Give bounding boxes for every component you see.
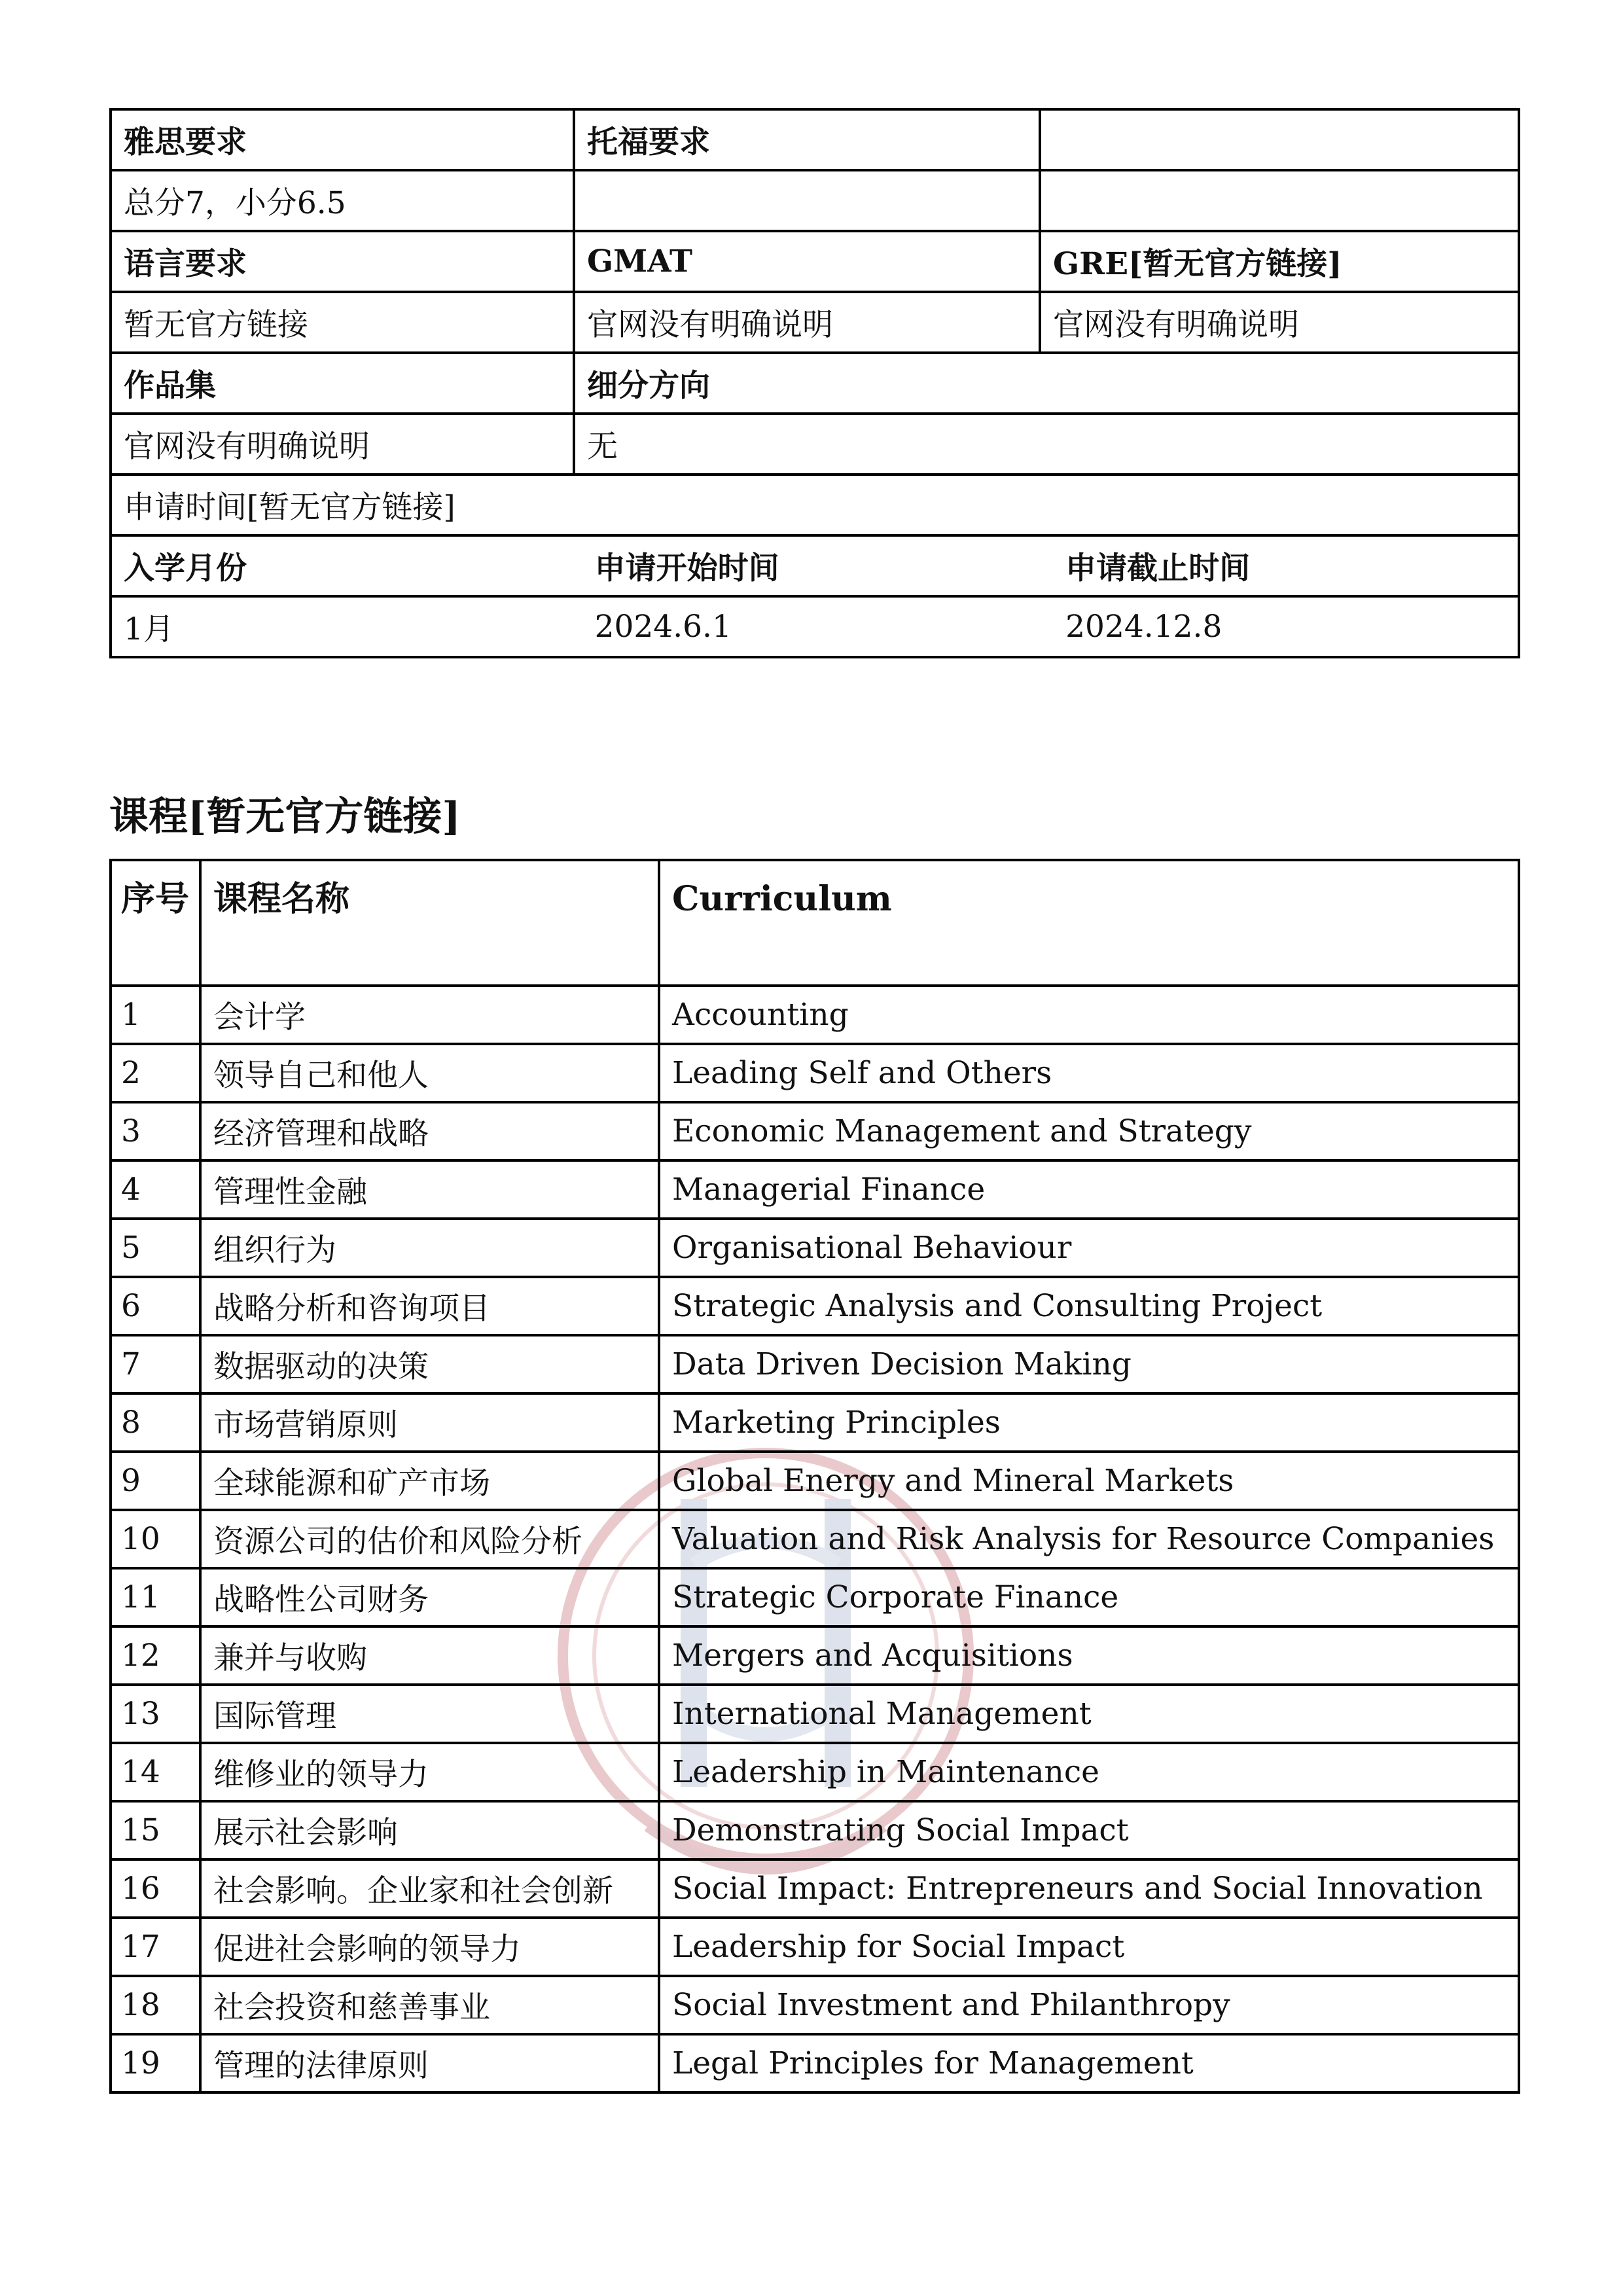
language-label: 语言要求 [111, 231, 574, 292]
course-name-cn: 展示社会影响 [200, 1801, 659, 1859]
index-header: 序号 [111, 860, 200, 986]
course-name-cn: 数据驱动的决策 [200, 1335, 659, 1393]
table-row [111, 986, 1519, 1044]
course-index: 18 [111, 1976, 200, 2034]
course-index: 11 [111, 1568, 200, 1626]
portfolio-label: 作品集 [111, 353, 574, 414]
course-name-en: Organisational Behaviour [659, 1219, 1519, 1277]
course-index: 10 [111, 1510, 200, 1568]
intake-header: 入学月份 [112, 537, 583, 596]
table-row [111, 1626, 1519, 1685]
start-header: 申请开始时间 [583, 537, 1054, 596]
course-name-cn: 维修业的领导力 [200, 1743, 659, 1801]
course-name-en: Social Impact: Entrepreneurs and Social Innovation [659, 1859, 1519, 1918]
deadline-header: 申请截止时间 [1054, 537, 1518, 596]
course-name-en: Marketing Principles [659, 1393, 1519, 1452]
table-row [111, 1044, 1519, 1102]
table-row [111, 1568, 1519, 1626]
language-value: 暂无官方链接 [111, 292, 574, 353]
table-row [111, 1685, 1519, 1743]
course-index: 5 [111, 1219, 200, 1277]
application-time-label: 申请时间[暂无官方链接] [111, 475, 1519, 535]
course-name-en: International Management [659, 1685, 1519, 1743]
name-en-header: Curriculum [659, 860, 1519, 986]
course-index: 9 [111, 1452, 200, 1510]
course-name-cn: 管理的法律原则 [200, 2034, 659, 2092]
course-name-en: Accounting [659, 986, 1519, 1044]
course-index: 17 [111, 1918, 200, 1976]
start-value: 2024.6.1 [594, 609, 732, 645]
course-name-en: Leadership in Maintenance [659, 1743, 1519, 1801]
course-index: 7 [111, 1335, 200, 1393]
course-name-cn: 社会投资和慈善事业 [200, 1976, 659, 2034]
ielts-value: 总分7，小分6.5 [111, 170, 574, 231]
course-index: 2 [111, 1044, 200, 1102]
course-name-cn: 组织行为 [200, 1219, 659, 1277]
toefl-value [574, 170, 1040, 231]
direction-value: 无 [574, 414, 1519, 475]
course-index: 13 [111, 1685, 200, 1743]
table-row [111, 1102, 1519, 1160]
course-name-en: Social Investment and Philanthropy [659, 1976, 1519, 2034]
table-row [111, 1219, 1519, 1277]
table-row [111, 1801, 1519, 1859]
course-name-cn: 全球能源和矿产市场 [200, 1452, 659, 1510]
intake-value: 1月 [124, 611, 174, 647]
curriculum-title: 课程[暂无官方链接] [109, 794, 461, 840]
course-index: 1 [111, 986, 200, 1044]
course-index: 6 [111, 1277, 200, 1335]
table-row [111, 1277, 1519, 1335]
course-index: 19 [111, 2034, 200, 2092]
ielts-label: 雅思要求 [111, 109, 574, 170]
course-name-cn: 战略分析和咨询项目 [200, 1277, 659, 1335]
application-dates [111, 535, 1519, 657]
course-name-cn: 兼并与收购 [200, 1626, 659, 1685]
course-index: 16 [111, 1859, 200, 1918]
course-name-en: Strategic Corporate Finance [659, 1568, 1519, 1626]
table-row [111, 1510, 1519, 1568]
course-index: 12 [111, 1626, 200, 1685]
table-row [111, 1743, 1519, 1801]
table-row [111, 1393, 1519, 1452]
table-row [111, 1976, 1519, 2034]
requirements-table [109, 108, 1520, 658]
course-name-en: Legal Principles for Management [659, 2034, 1519, 2092]
empty-cell [1040, 170, 1519, 231]
course-name-en: Data Driven Decision Making [659, 1335, 1519, 1393]
course-name-cn: 领导自己和他人 [200, 1044, 659, 1102]
course-name-en: Demonstrating Social Impact [659, 1801, 1519, 1859]
course-name-cn: 会计学 [200, 986, 659, 1044]
course-name-en: Global Energy and Mineral Markets [659, 1452, 1519, 1510]
course-name-cn: 战略性公司财务 [200, 1568, 659, 1626]
course-name-en: Leading Self and Others [659, 1044, 1519, 1102]
course-name-cn: 经济管理和战略 [200, 1102, 659, 1160]
direction-label: 细分方向 [574, 353, 1519, 414]
course-index: 8 [111, 1393, 200, 1452]
course-name-cn: 促进社会影响的领导力 [200, 1918, 659, 1976]
name-cn-header: 课程名称 [200, 860, 659, 986]
course-name-cn: 管理性金融 [200, 1160, 659, 1219]
course-name-cn: 国际管理 [200, 1685, 659, 1743]
course-index: 3 [111, 1102, 200, 1160]
course-name-en: Leadership for Social Impact [659, 1918, 1519, 1976]
table-row [111, 1335, 1519, 1393]
course-name-en: Mergers and Acquisitions [659, 1626, 1519, 1685]
course-name-cn: 社会影响。企业家和社会创新 [200, 1859, 659, 1918]
empty-cell [1040, 109, 1519, 170]
course-index: 14 [111, 1743, 200, 1801]
table-row [111, 1452, 1519, 1510]
application-dates-table [112, 537, 1518, 656]
curriculum-header-row [111, 860, 1519, 986]
table-row [111, 1918, 1519, 1976]
table-row [111, 2034, 1519, 2092]
portfolio-value: 官网没有明确说明 [111, 414, 574, 475]
deadline-value: 2024.12.8 [1065, 609, 1222, 645]
curriculum-table [109, 859, 1520, 2094]
course-index: 4 [111, 1160, 200, 1219]
gre-value: 官网没有明确说明 [1040, 292, 1519, 353]
course-name-cn: 资源公司的估价和风险分析 [200, 1510, 659, 1568]
course-index: 15 [111, 1801, 200, 1859]
gmat-value: 官网没有明确说明 [574, 292, 1040, 353]
table-row [111, 1859, 1519, 1918]
course-name-cn: 市场营销原则 [200, 1393, 659, 1452]
course-name-en: Managerial Finance [659, 1160, 1519, 1219]
toefl-label: 托福要求 [574, 109, 1040, 170]
course-name-en: Strategic Analysis and Consulting Project [659, 1277, 1519, 1335]
course-name-en: Economic Management and Strategy [659, 1102, 1519, 1160]
course-name-en: Valuation and Risk Analysis for Resource Companies [659, 1510, 1519, 1568]
gre-label: GRE[暂无官方链接] [1040, 231, 1519, 292]
table-row [111, 1160, 1519, 1219]
gmat-label: GMAT [574, 231, 1040, 292]
